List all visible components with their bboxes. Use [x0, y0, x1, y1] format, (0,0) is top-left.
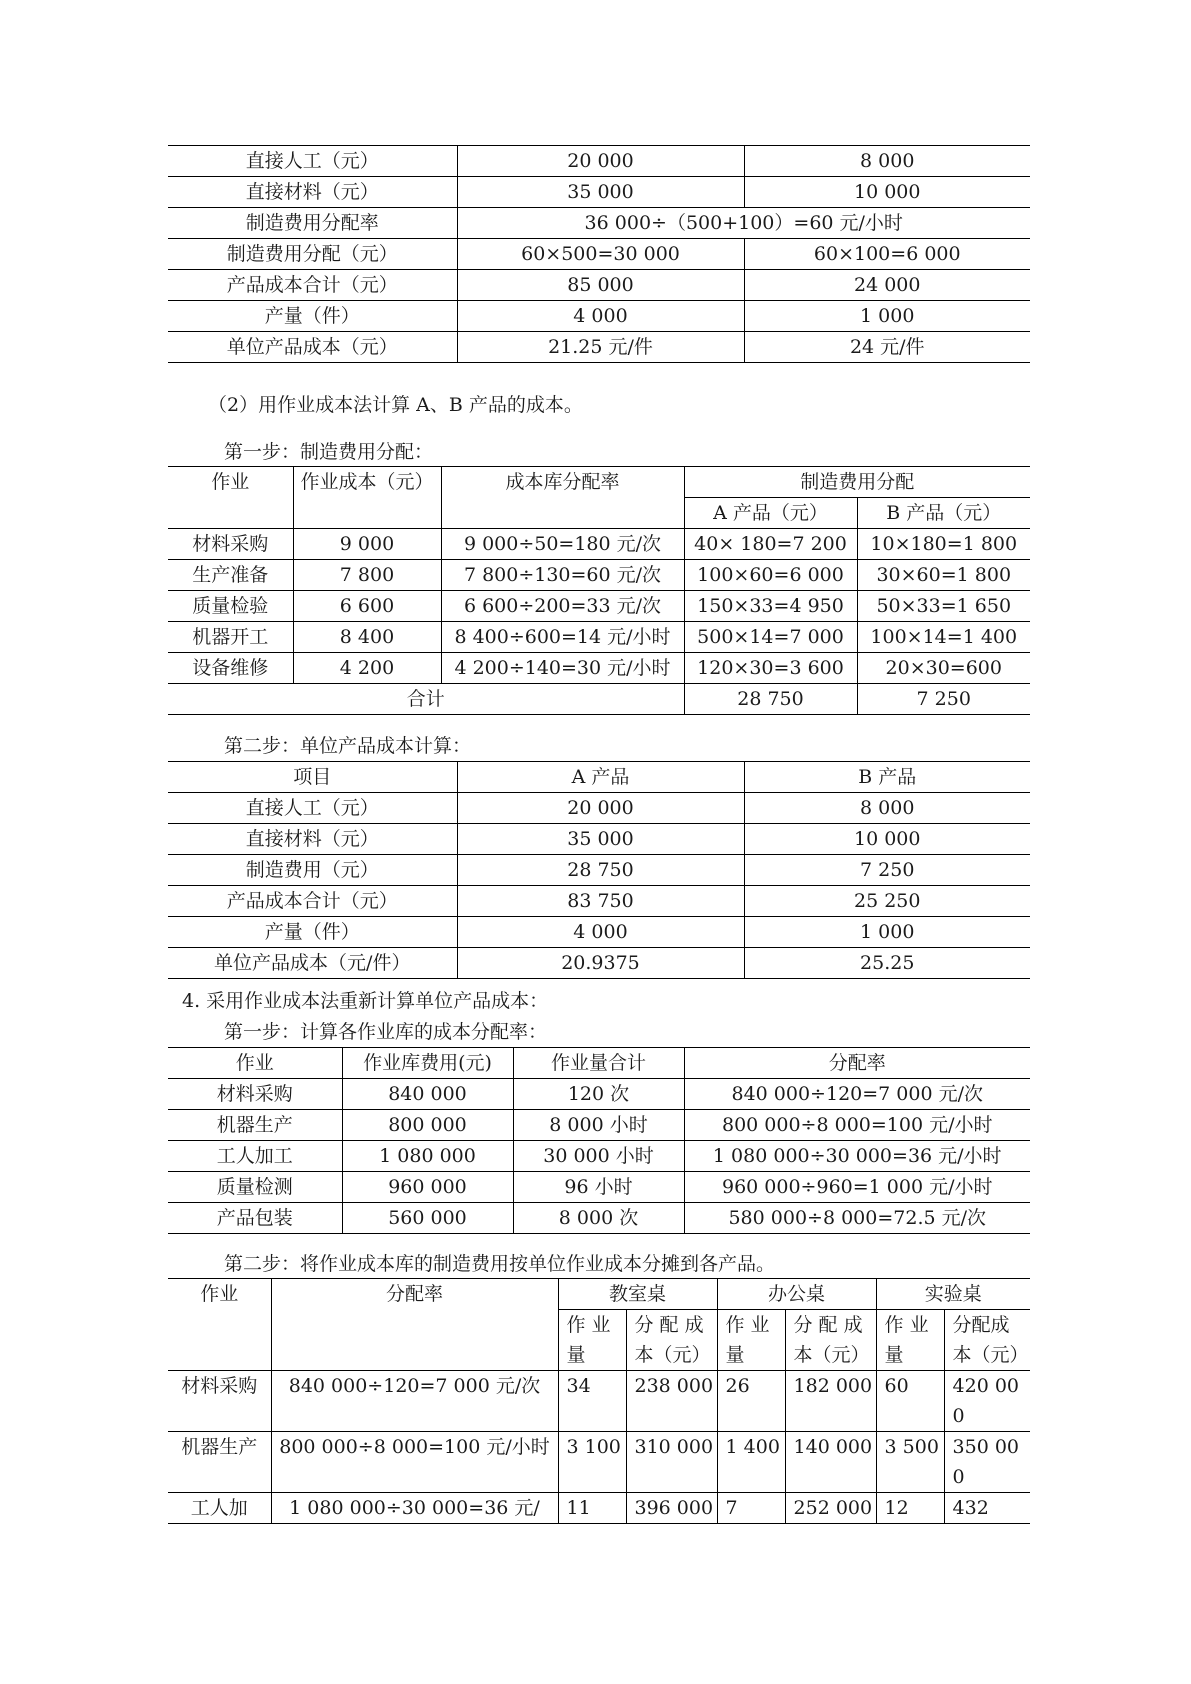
office-volume: 7 [717, 1493, 785, 1524]
table-row [168, 948, 1030, 979]
activity-volume: 96 小时 [513, 1172, 684, 1203]
lab-volume: 12 [876, 1493, 944, 1524]
row-label: 产品成本合计（元） [168, 270, 457, 301]
table-row [168, 1203, 1030, 1234]
classroom-cost: 310 000 [626, 1432, 717, 1493]
table-row [168, 1110, 1030, 1141]
header-activity: 作业 [168, 1048, 342, 1079]
product-a-value: 28 750 [457, 855, 744, 886]
office-volume: 1 400 [717, 1432, 785, 1493]
pool-rate: 960 000÷960=1 000 元/小时 [684, 1172, 1030, 1203]
table-row [168, 177, 1030, 208]
activity-allocation-table [168, 466, 1030, 715]
header-allocated-cost: 分 配 成 本（元） [785, 1310, 876, 1371]
step-two-heading: 第二步：单位产品成本计算： [224, 735, 472, 757]
item-four-step-one: 第一步：计算各作业库的成本分配率： [224, 1021, 548, 1043]
pool-cost: 840 000 [342, 1079, 513, 1110]
pool-rate: 4 200÷140=30 元/小时 [441, 653, 684, 684]
pool-rate: 6 600÷200=33 元/次 [441, 591, 684, 622]
total-product-a: 28 750 [684, 684, 857, 715]
table-total-row [168, 684, 1030, 715]
office-cost: 252 000 [785, 1493, 876, 1524]
lab-volume: 3 500 [876, 1432, 944, 1493]
table-row [168, 855, 1030, 886]
header-activity: 作业 [168, 467, 293, 529]
header-activity-cost: 作业成本（元） [293, 467, 441, 529]
office-volume: 26 [717, 1371, 785, 1432]
header-allocated-cost: 分配成本（元） [944, 1310, 1030, 1371]
product-a-value: 20 000 [457, 146, 744, 177]
total-product-b: 7 250 [857, 684, 1030, 715]
header-product-b: B 产品 [744, 762, 1030, 793]
activity-name: 机器生产 [168, 1432, 271, 1493]
product-b-allocation: 50×33=1 650 [857, 591, 1030, 622]
table-row [168, 886, 1030, 917]
activity-name: 质量检测 [168, 1172, 342, 1203]
row-label: 直接材料（元） [168, 824, 457, 855]
product-b-value: 25 250 [744, 886, 1030, 917]
header-classroom-desk: 教室桌 [558, 1279, 717, 1310]
header-pool-rate: 成本库分配率 [441, 467, 684, 529]
pool-cost: 560 000 [342, 1203, 513, 1234]
activity-cost: 8 400 [293, 622, 441, 653]
classroom-volume: 3 100 [558, 1432, 626, 1493]
product-b-allocation: 100×14=1 400 [857, 622, 1030, 653]
classroom-volume: 34 [558, 1371, 626, 1432]
activity-cost: 6 600 [293, 591, 441, 622]
table-row [168, 653, 1030, 684]
activity-name: 设备维修 [168, 653, 293, 684]
product-b-allocation: 30×60=1 800 [857, 560, 1030, 591]
pool-rate: 580 000÷8 000=72.5 元/次 [684, 1203, 1030, 1234]
item-four-heading: 4. 采用作业成本法重新计算单位产品成本： [182, 990, 549, 1012]
table-row [168, 239, 1030, 270]
activity-cost: 4 200 [293, 653, 441, 684]
product-b-value: 8 000 [744, 793, 1030, 824]
product-a-allocation: 100×60=6 000 [684, 560, 857, 591]
activity-name: 工人加 [168, 1493, 271, 1524]
table-header-row [168, 762, 1030, 793]
pool-rate: 8 400÷600=14 元/小时 [441, 622, 684, 653]
row-label: 单位产品成本（元） [168, 332, 457, 363]
pool-rate: 1 080 000÷30 000=36 元/小时 [684, 1141, 1030, 1172]
activity-name: 质量检验 [168, 591, 293, 622]
activity-name: 生产准备 [168, 560, 293, 591]
table-row [168, 1079, 1030, 1110]
table-row [168, 622, 1030, 653]
activity-name: 机器生产 [168, 1110, 342, 1141]
row-label: 产量（件） [168, 301, 457, 332]
item-four-step-two: 第二步：将作业成本库的制造费用按单位作业成本分摊到各产品。 [224, 1253, 776, 1275]
table-row [168, 208, 1030, 239]
product-b-value: 10 000 [744, 177, 1030, 208]
row-label: 直接人工（元） [168, 146, 457, 177]
pool-rate: 840 000÷120=7 000 元/次 [684, 1079, 1030, 1110]
header-volume: 作 业 量 [876, 1310, 944, 1371]
product-a-value: 4 000 [457, 301, 744, 332]
activity-pool-rate-table [168, 1047, 1030, 1234]
activity-volume: 8 000 小时 [513, 1110, 684, 1141]
activity-name: 材料采购 [168, 1079, 342, 1110]
product-a-value: 21.25 元/件 [457, 332, 744, 363]
header-product-a: A 产品（元） [684, 498, 857, 529]
step-one-heading: 第一步：制造费用分配： [224, 441, 434, 463]
table-row [168, 824, 1030, 855]
product-a-value: 60×500=30 000 [457, 239, 744, 270]
activity-volume: 120 次 [513, 1079, 684, 1110]
header-allocated-cost: 分 配 成 本（元） [626, 1310, 717, 1371]
row-label: 产品成本合计（元） [168, 886, 457, 917]
product-a-value: 83 750 [457, 886, 744, 917]
unit-cost-table [168, 761, 1030, 979]
classroom-volume: 11 [558, 1493, 626, 1524]
activity-volume: 30 000 小时 [513, 1141, 684, 1172]
table-header-row [168, 467, 1030, 498]
traditional-cost-table [168, 145, 1030, 363]
header-item: 项目 [168, 762, 457, 793]
product-a-value: 35 000 [457, 824, 744, 855]
table-row [168, 1371, 1030, 1432]
lab-cost: 420 000 [944, 1371, 1030, 1432]
table-row [168, 560, 1030, 591]
lab-cost: 432 [944, 1493, 1030, 1524]
table-row [168, 146, 1030, 177]
product-b-value: 8 000 [744, 146, 1030, 177]
office-cost: 182 000 [785, 1371, 876, 1432]
pool-rate: 1 080 000÷30 000=36 元/ [271, 1493, 558, 1524]
product-a-value: 20.9375 [457, 948, 744, 979]
table-row [168, 917, 1030, 948]
header-pool-cost: 作业库费用(元) [342, 1048, 513, 1079]
table-row [168, 1432, 1030, 1493]
product-a-value: 20 000 [457, 793, 744, 824]
row-label: 直接人工（元） [168, 793, 457, 824]
activity-name: 产品包装 [168, 1203, 342, 1234]
header-product-a: A 产品 [457, 762, 744, 793]
table-row [168, 301, 1030, 332]
table-row [168, 270, 1030, 301]
row-label: 制造费用（元） [168, 855, 457, 886]
product-b-allocation: 20×30=600 [857, 653, 1030, 684]
header-product-b: B 产品（元） [857, 498, 1030, 529]
header-activity: 作业 [168, 1279, 271, 1371]
pool-rate: 7 800÷130=60 元/次 [441, 560, 684, 591]
header-office-desk: 办公桌 [717, 1279, 876, 1310]
total-label: 合计 [168, 684, 684, 715]
row-label: 直接材料（元） [168, 177, 457, 208]
product-b-value: 7 250 [744, 855, 1030, 886]
table-header-row [168, 1279, 1030, 1310]
product-b-value: 1 000 [744, 917, 1030, 948]
header-volume: 作 业 量 [558, 1310, 626, 1371]
overhead-rate-value: 36 000÷（500+100）=60 元/小时 [457, 208, 1030, 239]
row-label: 制造费用分配（元） [168, 239, 457, 270]
table-row [168, 1172, 1030, 1203]
product-b-value: 1 000 [744, 301, 1030, 332]
lab-volume: 60 [876, 1371, 944, 1432]
pool-rate: 800 000÷8 000=100 元/小时 [271, 1432, 558, 1493]
pool-cost: 960 000 [342, 1172, 513, 1203]
office-cost: 140 000 [785, 1432, 876, 1493]
activity-name: 材料采购 [168, 529, 293, 560]
activity-cost: 9 000 [293, 529, 441, 560]
header-volume: 作 业 量 [717, 1310, 785, 1371]
activity-name: 机器开工 [168, 622, 293, 653]
header-lab-desk: 实验桌 [876, 1279, 1030, 1310]
header-activity-volume: 作业量合计 [513, 1048, 684, 1079]
lab-cost: 350 000 [944, 1432, 1030, 1493]
product-a-value: 85 000 [457, 270, 744, 301]
table-row [168, 1141, 1030, 1172]
activity-cost: 7 800 [293, 560, 441, 591]
section-heading-abc: （2）用作业成本法计算 A、B 产品的成本。 [208, 394, 583, 416]
table-row [168, 793, 1030, 824]
pool-rate: 800 000÷8 000=100 元/小时 [684, 1110, 1030, 1141]
pool-rate: 9 000÷50=180 元/次 [441, 529, 684, 560]
product-b-value: 60×100=6 000 [744, 239, 1030, 270]
row-label: 制造费用分配率 [168, 208, 457, 239]
pool-rate: 840 000÷120=7 000 元/次 [271, 1371, 558, 1432]
product-a-allocation: 500×14=7 000 [684, 622, 857, 653]
product-b-allocation: 10×180=1 800 [857, 529, 1030, 560]
header-rate: 分配率 [684, 1048, 1030, 1079]
product-a-allocation: 150×33=4 950 [684, 591, 857, 622]
table-row [168, 332, 1030, 363]
header-rate: 分配率 [271, 1279, 558, 1371]
table-row [168, 529, 1030, 560]
table-row [168, 1493, 1030, 1524]
classroom-cost: 396 000 [626, 1493, 717, 1524]
product-b-value: 24 000 [744, 270, 1030, 301]
pool-cost: 1 080 000 [342, 1141, 513, 1172]
activity-volume: 8 000 次 [513, 1203, 684, 1234]
product-a-value: 4 000 [457, 917, 744, 948]
activity-name: 工人加工 [168, 1141, 342, 1172]
product-b-value: 25.25 [744, 948, 1030, 979]
classroom-cost: 238 000 [626, 1371, 717, 1432]
table-row [168, 591, 1030, 622]
product-a-allocation: 40× 180=7 200 [684, 529, 857, 560]
product-a-value: 35 000 [457, 177, 744, 208]
product-a-allocation: 120×30=3 600 [684, 653, 857, 684]
row-label: 单位产品成本（元/件） [168, 948, 457, 979]
header-overhead-allocation: 制造费用分配 [684, 467, 1030, 498]
pool-cost: 800 000 [342, 1110, 513, 1141]
product-b-value: 24 元/件 [744, 332, 1030, 363]
row-label: 产量（件） [168, 917, 457, 948]
desk-allocation-table [168, 1278, 1030, 1524]
table-header-row [168, 1048, 1030, 1079]
activity-name: 材料采购 [168, 1371, 271, 1432]
product-b-value: 10 000 [744, 824, 1030, 855]
